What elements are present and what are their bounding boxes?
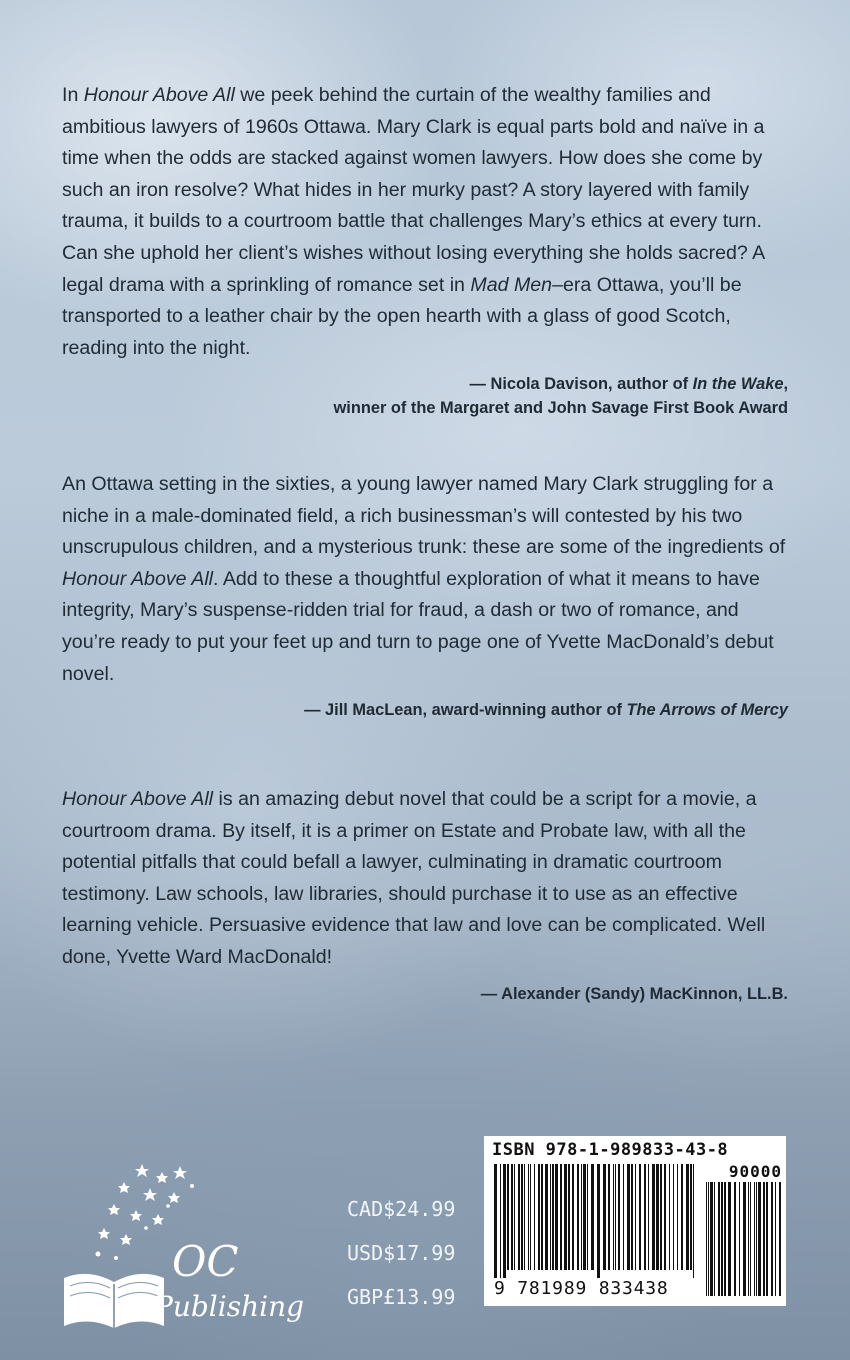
barcode-addon-number: 90000 (728, 1162, 782, 1181)
review-text (62, 784, 788, 974)
barcode-bar (538, 1164, 540, 1270)
barcode-bar (613, 1164, 614, 1270)
book-title: Honour Above All (62, 567, 214, 590)
review-attribution: — Alexander (Sandy) MacKinnon, LL.B. (480, 984, 788, 1003)
publisher-logo (58, 1158, 305, 1338)
review-attribution: — Nicola Davison, author of In the Wake, winner of the Margaret and John Savage First Book Award (333, 375, 788, 418)
barcode-bar (507, 1164, 509, 1270)
barcode-bar (775, 1182, 776, 1296)
review-text-part: An Ottawa setting in the sixties, a young lawyer named Mary Clark struggling for a niche in a male-dominated field, a rich businessman’s will contested by his two unscrupulous children, and a mysterious trunk: these are some of the ingredients of (62, 473, 786, 559)
barcode-bar (677, 1164, 678, 1270)
book-stars-icon (58, 1158, 305, 1338)
book-title: Honour Above All (83, 84, 235, 106)
review-attribution: — Jill MacLean, award-winning author of The Arrows of Mercy (304, 701, 788, 720)
barcode-bar (656, 1164, 659, 1270)
review-text (62, 469, 788, 690)
barcode-digits: 9 781989 833438 (494, 1278, 669, 1299)
barcode-bar (681, 1164, 683, 1270)
barcode-bar (550, 1164, 551, 1270)
isbn-label: ISBN 978-1-989833-43-8 (492, 1140, 729, 1160)
barcode-bar (528, 1164, 529, 1270)
barcode-bar (718, 1182, 720, 1296)
barcode-bar (724, 1182, 726, 1296)
show-title: Mad Men (470, 273, 553, 296)
barcode-bar (552, 1164, 554, 1270)
review-text-part: is an amazing debut novel that could be a script for a movie, a courtroom drama. By itself, it is a primer on Estate and Probate law, with all the potential pitfalls that could befall a lawyer, culminating in dramatic courtroom testimony. Law schools, law libraries, should purchase it to use as an effective learning vehicle. Persuasive evidence that law and love can be complicated. Well done, Yvette Ward MacDonald! (62, 788, 766, 968)
barcode-bar (748, 1182, 749, 1296)
barcode-bar (690, 1164, 692, 1270)
barcode-bar (518, 1164, 520, 1270)
barcode-bar (577, 1164, 579, 1270)
barcode-bar (615, 1164, 616, 1270)
barcode-bar (631, 1164, 633, 1270)
barcode-bar (524, 1164, 525, 1270)
barcode-bar (555, 1164, 558, 1270)
barcode-bar (756, 1182, 757, 1296)
barcode-bar (763, 1182, 765, 1296)
barcode-bar (648, 1164, 649, 1270)
attribution-book-title: In the Wake (692, 375, 784, 394)
barcode-bar (608, 1164, 610, 1270)
barcode-bar (669, 1164, 670, 1270)
barcode-bar (739, 1182, 740, 1296)
barcode-bar (721, 1182, 723, 1296)
barcode-bar (771, 1182, 773, 1296)
barcode-bar (583, 1164, 586, 1270)
barcode-bar (710, 1182, 713, 1296)
barcode-bar (534, 1164, 535, 1270)
barcode-bar (500, 1164, 501, 1278)
barcode-bar (568, 1164, 570, 1270)
barcode-bar (673, 1164, 674, 1270)
barcode-bar (754, 1182, 755, 1296)
barcode-bar (639, 1164, 641, 1270)
price-usd: USD$17.99 (347, 1241, 456, 1265)
isbn-barcode (484, 1136, 786, 1306)
barcode-bar (511, 1164, 513, 1270)
barcode-bar (766, 1182, 768, 1296)
price-cad: CAD$24.99 (347, 1197, 456, 1221)
publisher-name-line1: OC (172, 1237, 239, 1286)
review-nicola-davison (62, 80, 788, 420)
price-list (347, 1196, 455, 1328)
barcode-bar (572, 1164, 574, 1270)
review-text-part: we peek behind the curtain of the wealthy families and ambitious lawyers of 1960s Ottawa. Mary Clark is equal parts bold and naïve in a time when the odds are stacked against women lawyers. How does she come by such an iron resolve? What hides in her murky past? A story layered with family trauma, it builds to a courtroom battle that challenges Mary’s ethics at every turn. Can she uphold her client’s wishes without losing everything she holds sacred? A legal drama with a sprinkling of romance set in (62, 84, 765, 296)
barcode-bar (591, 1164, 594, 1270)
publisher-name-line2: Publishing (154, 1290, 305, 1323)
barcode-bar (750, 1182, 751, 1296)
attribution-book-title: The Arrows of Mercy (626, 701, 788, 720)
barcode-bar (503, 1164, 506, 1278)
barcode-bar (693, 1164, 694, 1278)
barcode-bar (521, 1164, 523, 1270)
review-text-part: . Add to these a thoughtful exploration of what it means to have integrity, Mary’s suspense-ridden trial for fraud, a dash or two of romance, and you’re ready to put your feet up and turn to page one of Yvette MacDonald’s debut novel. (62, 567, 774, 685)
barcode-bar (734, 1182, 736, 1296)
barcode-bar (758, 1182, 761, 1296)
barcode-bar (560, 1164, 562, 1270)
barcode-bar (545, 1164, 548, 1270)
barcode-bar (706, 1182, 707, 1296)
barcode-bar (581, 1164, 582, 1270)
barcode-bar (743, 1182, 746, 1296)
barcode-bar (708, 1182, 709, 1296)
review-text-part: In (62, 84, 84, 106)
review-jill-maclean (62, 469, 788, 722)
barcode-bar (652, 1164, 655, 1270)
barcode-bar (728, 1182, 731, 1296)
barcode-bar (623, 1164, 624, 1270)
barcode-bar (494, 1164, 497, 1278)
barcode-bar (587, 1164, 588, 1270)
barcode-bar (541, 1164, 543, 1270)
price-gbp: GBP£13.99 (347, 1285, 456, 1309)
review-text (62, 80, 788, 364)
review-alexander-mackinnon (62, 784, 788, 1006)
barcode-bar (664, 1164, 666, 1270)
barcode-bar (618, 1164, 620, 1270)
barcode-bar (635, 1164, 636, 1270)
barcode-bar (514, 1164, 515, 1270)
barcode-bar (597, 1164, 600, 1278)
barcode-bar (714, 1182, 715, 1296)
barcode-bar (530, 1164, 531, 1270)
barcode-bar (660, 1164, 662, 1270)
review-text-part: –era Ottawa, you’ll be transported to a leather chair by the open hearth with a glass of good Scotch, reading into the night. (62, 273, 742, 359)
barcode-bar (627, 1164, 630, 1270)
barcode-bar (564, 1164, 567, 1270)
barcode-bar (644, 1164, 646, 1270)
barcode-bar (779, 1182, 781, 1296)
book-title: Honour Above All (62, 788, 214, 810)
barcode-bar (686, 1164, 689, 1270)
barcode-bar (603, 1164, 606, 1270)
